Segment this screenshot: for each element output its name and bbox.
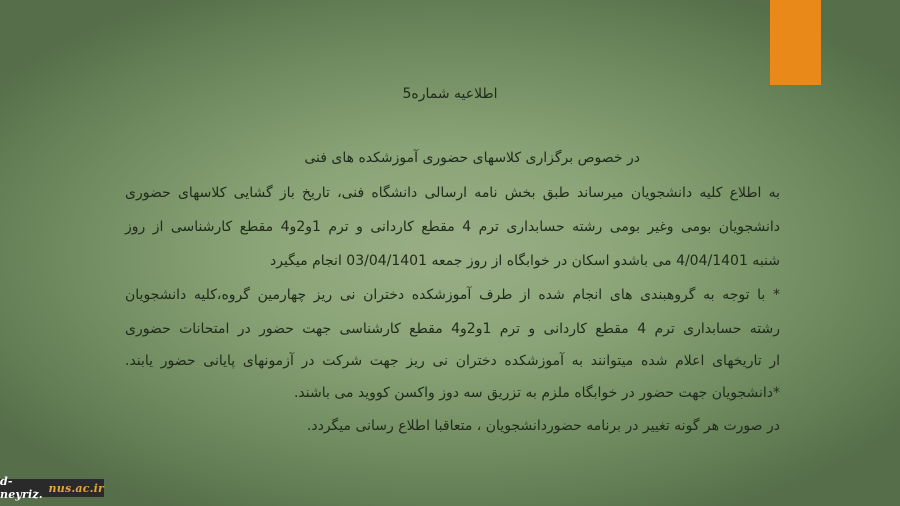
notice-line-6: ار تاریخهای اعلام شده میتوانند به آموزشکده دختران نی ریز جهت شرکت در آزمونهای پایانی حضور یابند. — [125, 353, 780, 369]
watermark-prefix: d-neyriz. — [0, 475, 43, 501]
notice-line-2: دانشجویان بومی وغیر بومی رشته حسابداری ترم 4 مقطع کاردانی و ترم 1و2و4 مقطع کارشناسی از روز — [125, 219, 780, 235]
notice-line-8: در صورت هر گونه تغییر در برنامه حضوردانشجویان ، متعاقبا اطلاع رسانی میگردد. — [306, 418, 780, 434]
notice-line-5: رشته حسابداری ترم 4 مقطع کاردانی و ترم 1و2و4 مقطع کارشناسی جهت حضور در امتحانات حضوری — [125, 321, 780, 337]
notice-line-7: *دانشجویان جهت حضور در خوابگاه ملزم به تزریق سه دوز واکسن کووید می باشند. — [293, 385, 780, 401]
notice-line-3: شنبه 4/04/1401 می باشدو اسکان در خوابگاه از روز جمعه 03/04/1401 انجام میگیرد — [270, 253, 780, 269]
watermark-domain: nus.ac.ir — [48, 481, 104, 495]
notice-subtitle: در خصوص برگزاری کلاسهای حضوری آموزشکده های فنی — [304, 150, 640, 166]
notice-line-1: به اطلاع کلیه دانشجویان میرساند طبق بخش نامه ارسالی دانشگاه فنی، تاریخ باز گشایی کلاسهای حضوری — [125, 185, 780, 201]
site-watermark — [0, 475, 104, 501]
notice-line-4: * با توجه به گروهبندی های انجام شده از طرف آموزشکده دختران نی ریز چهارمین گروه،کلیه دانشجویان — [125, 287, 780, 303]
notice-title: اطلاعیه شماره5 — [402, 86, 498, 102]
orange-accent-bar — [770, 0, 821, 85]
